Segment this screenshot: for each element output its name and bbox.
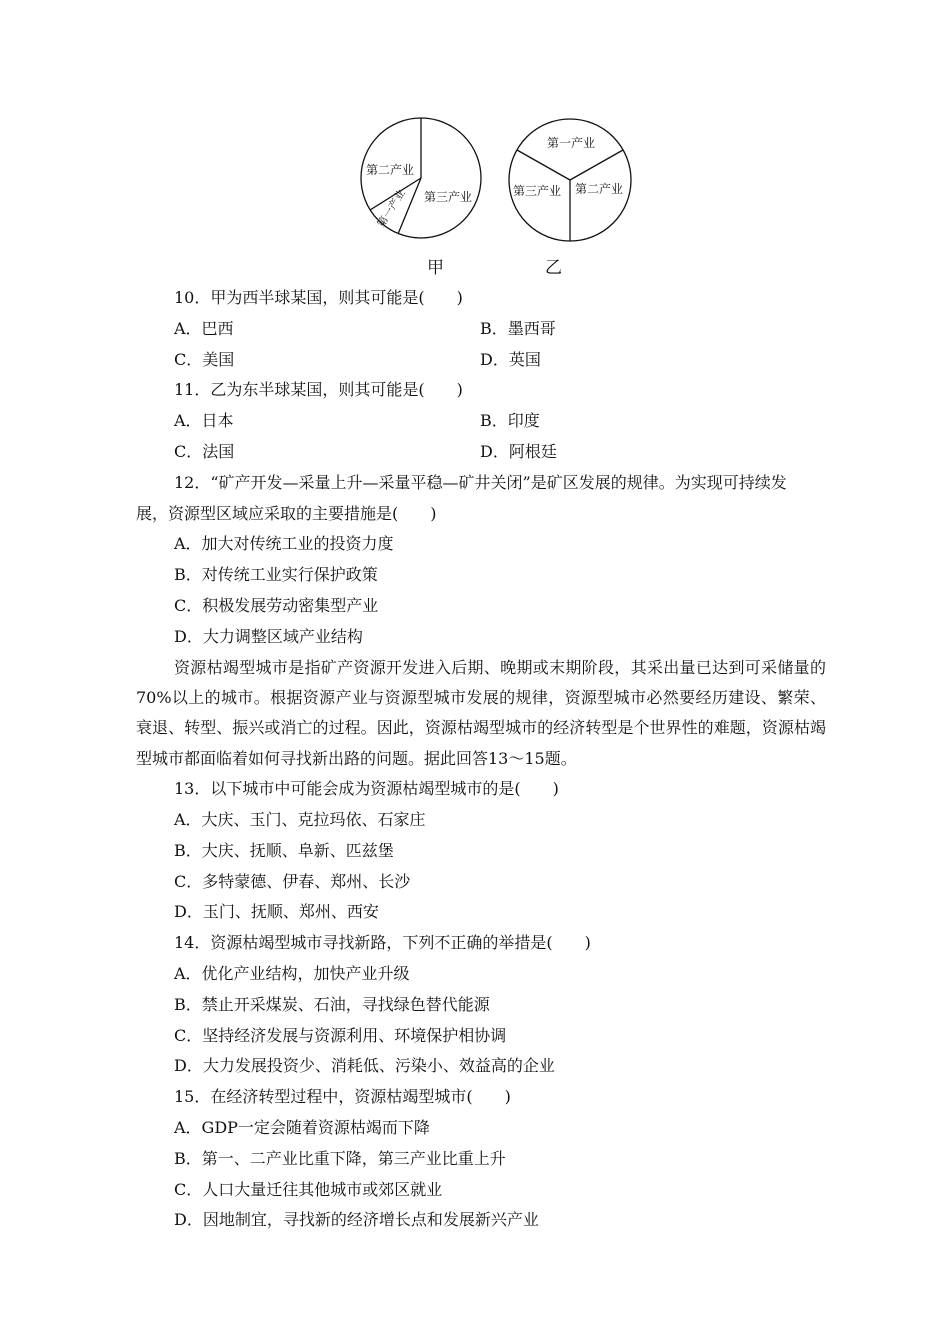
q13-option-b[interactable]: B．大庆、抚顺、阜新、匹兹堡 [174, 840, 394, 860]
pie-yi-caption: 乙 [545, 258, 562, 278]
question-content [136, 283, 826, 1236]
q15-stem: 15．在经济转型过程中，资源枯竭型城市( ) [174, 1087, 511, 1107]
q10-options-row-1 [136, 314, 826, 345]
pie-jia-label-secondary: 第二产业 [366, 163, 415, 177]
q12-stem-line-2: 展，资源型区域应采取的主要措施是( ) [136, 503, 437, 523]
q10-stem: 10．甲为西半球某国，则其可能是( ) [174, 288, 463, 307]
q14-option-a[interactable]: A．优化产业结构，加快产业升级 [174, 963, 410, 983]
q12-option-c[interactable]: C．积极发展劳动密集型产业 [174, 595, 379, 615]
q10-option-b[interactable]: B．墨西哥 [480, 318, 556, 338]
pie-jia-label-primary: 第一产业 [375, 187, 408, 230]
q12-stem-line-1: 12．“矿产开发—采量上升—采量平稳—矿井关闭”是矿区发展的规律。为实现可持续发 [174, 472, 787, 492]
pie-yi-label-primary: 第一产业 [547, 136, 596, 150]
q11-option-c[interactable]: C．法国 [174, 441, 235, 461]
pie-jia-label-tertiary: 第三产业 [424, 190, 473, 204]
q10-option-d[interactable]: D．英国 [480, 349, 541, 369]
pie-charts-svg [350, 110, 650, 280]
q11-options-row-2 [136, 437, 826, 468]
q11-options-row-1 [136, 406, 826, 437]
q10-options-row-2 [136, 345, 826, 376]
q13-option-c[interactable]: C．多特蒙德、伊春、郑州、长沙 [174, 871, 411, 891]
q14-option-c[interactable]: C．坚持经济发展与资源利用、环境保护相协调 [174, 1025, 507, 1045]
q15-option-b[interactable]: B．第一、二产业比重下降，第三产业比重上升 [174, 1148, 506, 1168]
q11-option-b[interactable]: B．印度 [480, 411, 540, 431]
q14-stem: 14．资源枯竭型城市寻找新路，下列不正确的举措是( ) [174, 933, 591, 953]
pie-yi-divider-1 [517, 150, 570, 180]
pie-yi-divider-2 [570, 150, 623, 180]
reading-passage: 资源枯竭型城市是指矿产资源开发进入后期、晚期或末期阶段，其采出量已达到可采储量的70%以上的城市。根据资源产业与资源型城市发展的规律，资源型城市必然要经历建设、繁荣、衰退、转型、振兴或消亡的过程。因此，资源枯竭型城市的经济转型是个世界性的难题，资源枯竭型城市都面临着如何寻找新出路的问题。据此回答13～15题。 [136, 657, 826, 768]
pie-yi-label-secondary: 第二产业 [575, 182, 624, 196]
q12-option-a[interactable]: A．加大对传统工业的投资力度 [174, 534, 394, 554]
q10-option-a[interactable]: A．巴西 [174, 318, 234, 338]
q13-stem: 13．以下城市中可能会成为资源枯竭型城市的是( ) [174, 779, 559, 799]
q10-option-c[interactable]: C．美国 [174, 349, 235, 369]
pie-jia-divider-3 [398, 178, 421, 234]
q13-option-a[interactable]: A．大庆、玉门、克拉玛依、石家庄 [174, 809, 426, 829]
q15-option-d[interactable]: D．因地制宜，寻找新的经济增长点和发展新兴产业 [174, 1210, 539, 1230]
q11-stem: 11．乙为东半球某国，则其可能是( ) [174, 380, 463, 400]
q15-option-c[interactable]: C．人口大量迁往其他城市或郊区就业 [174, 1179, 443, 1199]
q14-option-d[interactable]: D．大力发展投资少、消耗低、污染小、效益高的企业 [174, 1056, 555, 1076]
q15-option-a[interactable]: A．GDP一定会随着资源枯竭而下降 [174, 1117, 430, 1137]
q11-option-d[interactable]: D．阿根廷 [480, 441, 557, 461]
pie-jia-caption: 甲 [427, 258, 444, 278]
pie-yi-label-tertiary: 第三产业 [513, 184, 562, 198]
q12-option-d[interactable]: D．大力调整区域产业结构 [174, 626, 363, 646]
q14-option-b[interactable]: B．禁止开采煤炭、石油，寻找绿色替代能源 [174, 994, 490, 1014]
q12-option-b[interactable]: B．对传统工业实行保护政策 [174, 565, 378, 585]
q13-option-d[interactable]: D．玉门、抚顺、郑州、西安 [174, 902, 379, 922]
q11-option-a[interactable]: A．日本 [174, 411, 234, 431]
pie-figure [350, 110, 650, 280]
